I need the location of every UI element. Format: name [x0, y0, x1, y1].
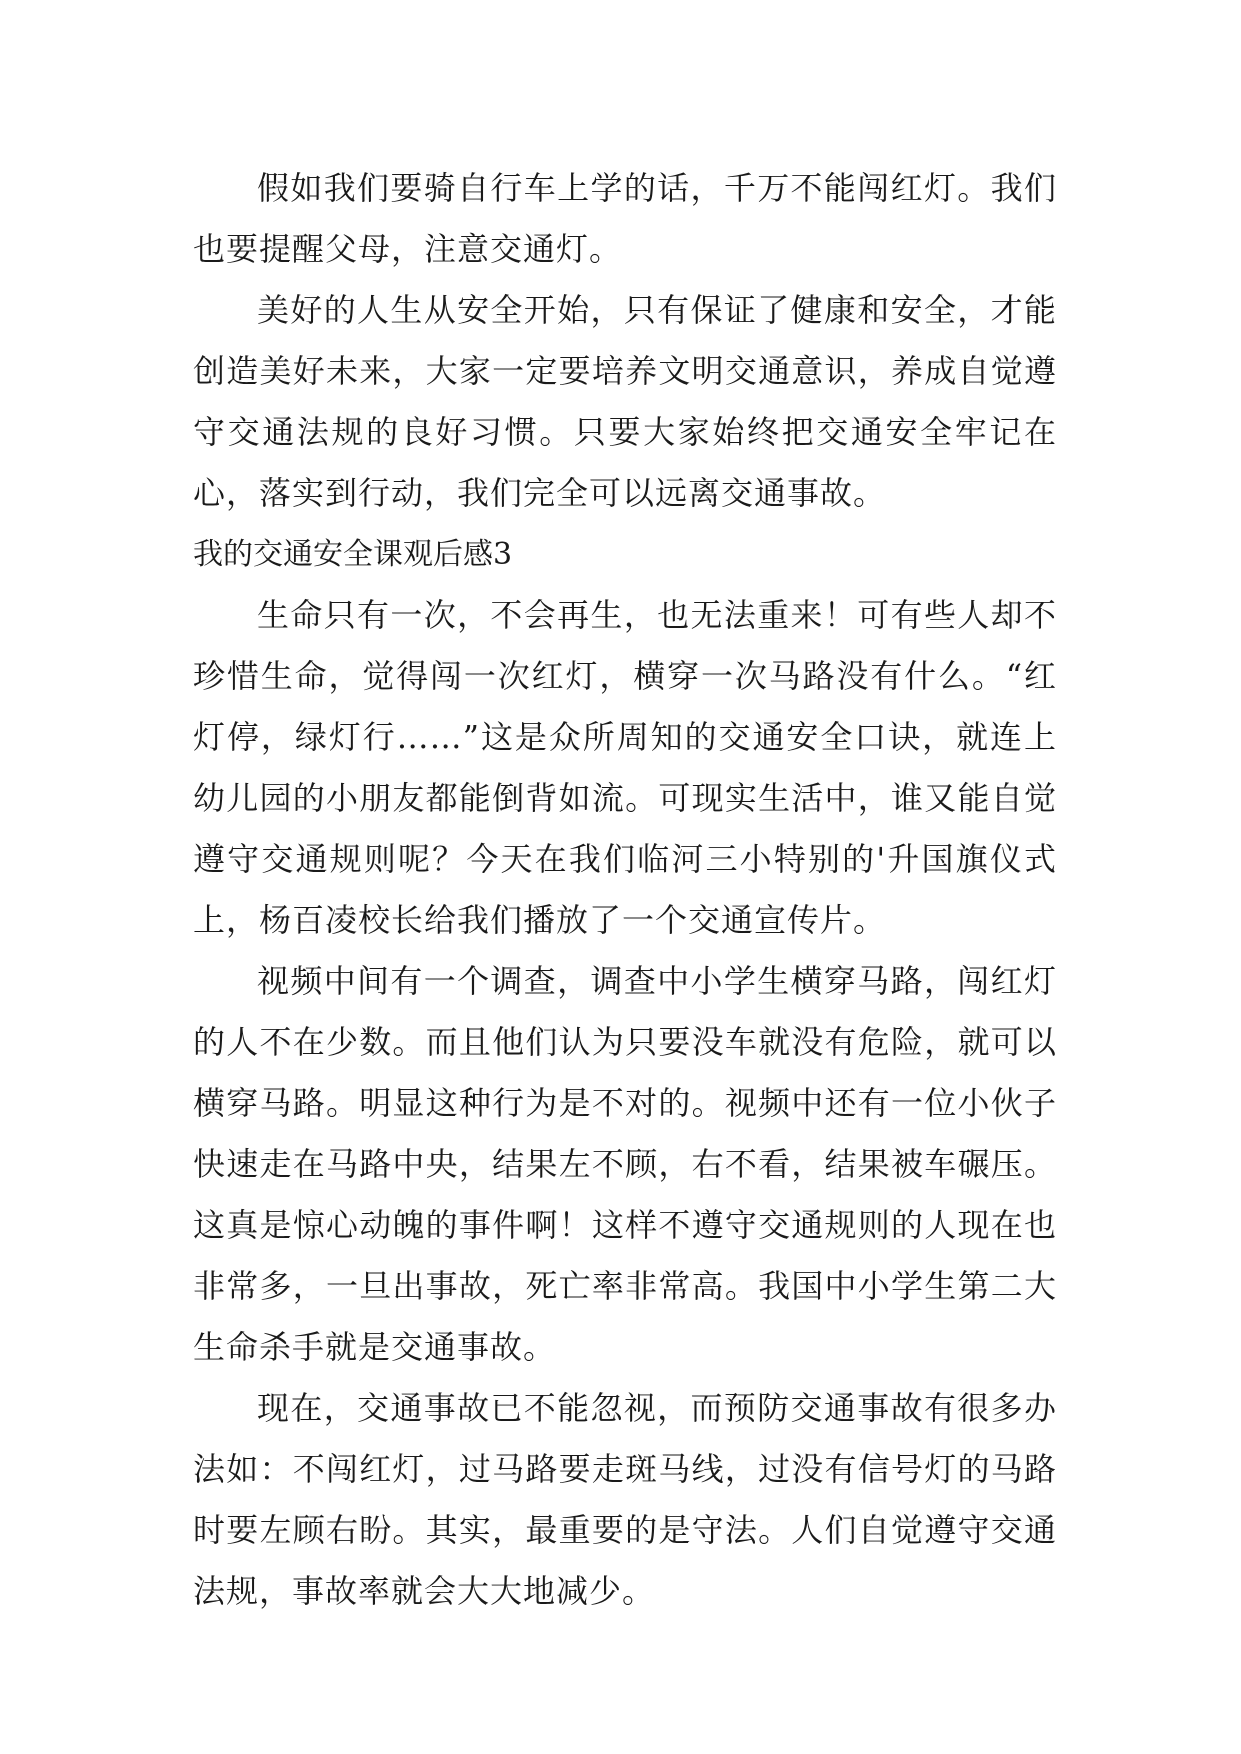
document-body: [193, 158, 1057, 1622]
section-heading: 我的交通安全课观后感3: [193, 537, 513, 572]
paragraph: 视频中间有一个调查，调查中小学生横穿马路，闯红灯的人不在少数。而且他们认为只要没车就没有危险，就可以横穿马路。明显这种行为是不对的。视频中还有一位小伙子快速走在马路中央，结果左不顾，右不看，结果被车碾压。这真是惊心动魄的事件啊！这样不遵守交通规则的人现在也非常多，一旦出事故，死亡率非常高。我国中小学生第二大生命杀手就是交通事故。: [193, 962, 1057, 1366]
paragraph: 假如我们要骑自行车上学的话，千万不能闯红灯。我们也要提醒父母，注意交通灯。: [193, 169, 1057, 268]
paragraph: 生命只有一次，不会再生，也无法重来！可有些人却不珍惜生命，觉得闯一次红灯，横穿一次马路没有什么。“红灯停，绿灯行……”这是众所周知的交通安全口诀，就连上幼儿园的小朋友都能倒背如流。可现实生活中，谁又能自觉遵守交通规则呢？今天在我们临河三小特别的'升国旗仪式上，杨百凌校长给我们播放了一个交通宣传片。: [193, 596, 1057, 939]
paragraph: 美好的人生从安全开始，只有保证了健康和安全，才能创造美好未来，大家一定要培养文明交通意识，养成自觉遵守交通法规的良好习惯。只要大家始终把交通安全牢记在心，落实到行动，我们完全可以远离交通事故。: [193, 291, 1057, 512]
paragraph: 现在，交通事故已不能忽视，而预防交通事故有很多办法如：不闯红灯，过马路要走斑马线，过没有信号灯的马路时要左顾右盼。其实，最重要的是守法。人们自觉遵守交通法规，事故率就会大大地减少。: [193, 1389, 1057, 1610]
